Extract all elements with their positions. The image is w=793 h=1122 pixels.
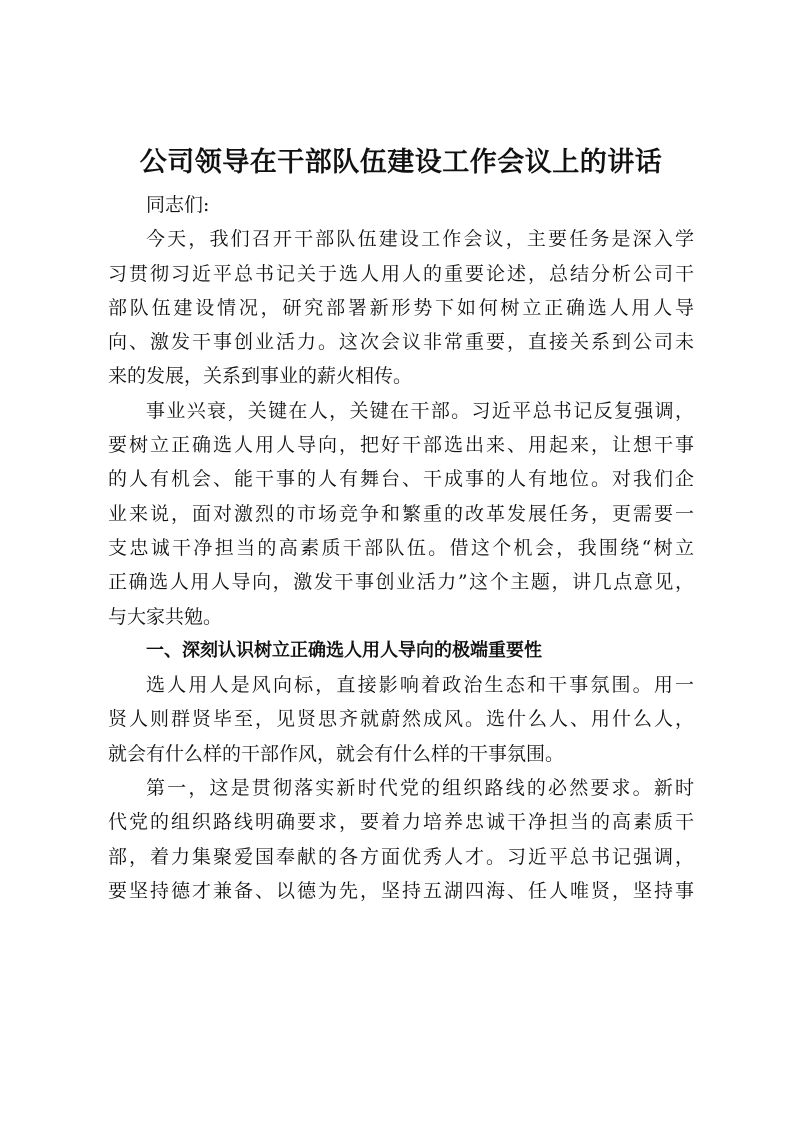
text-line: 贤人则群贤毕至，见贤思齐就蔚然成风。选什么人、用什么人， (108, 708, 694, 731)
text-line: 习贯彻习近平总书记关于选人用人的重要论述，总结分析公司干 (108, 262, 694, 285)
greeting: 同志们: (146, 194, 210, 216)
text-line: 与大家共勉。 (108, 605, 223, 628)
text-line: 业来说，面对激烈的市场竞争和繁重的改革发展任务，更需要一 (108, 502, 694, 525)
text-line: 部队伍建设情况，研究部署新形势下如何树立正确选人用人导 (108, 296, 694, 319)
text-line: 选人用人是风向标，直接影响着政治生态和干事氛围。用一 (146, 674, 694, 697)
text-line: 部，着力集聚爱国奉献的各方面优秀人才。习近平总书记强调， (108, 845, 694, 868)
text-line: 今天，我们召开干部队伍建设工作会议，主要任务是深入学 (146, 228, 694, 251)
text-line: 正确选人用人导向，激发干事创业活力”这个主题，讲几点意见， (108, 571, 694, 594)
section-heading: 一、深刻认识树立正确选人用人导向的极端重要性 (146, 639, 542, 661)
text-line: 支忠诚干净担当的高素质干部队伍。借这个机会，我围绕“树立 (108, 536, 694, 559)
paragraph-2 (108, 394, 694, 634)
paragraph-3 (108, 668, 694, 771)
text-line: 第一，这是贯彻落实新时代党的组织路线的必然要求。新时 (146, 777, 694, 800)
paragraph-4 (108, 771, 694, 908)
text-line: 向、激发干事创业活力。这次会议非常重要，直接关系到公司未 (108, 331, 694, 354)
text-line: 就会有什么样的干部作风，就会有什么样的干事氛围。 (108, 742, 565, 765)
text-line: 要树立正确选人用人导向，把好干部选出来、用起来，让想干事 (108, 434, 694, 457)
text-line: 的人有机会、能干事的人有舞台、干成事的人有地位。对我们企 (108, 468, 694, 491)
paragraph-1 (108, 222, 694, 393)
document-title: 公司领导在干部队伍建设工作会议上的讲话 (139, 147, 663, 178)
document-page (108, 138, 694, 908)
text-line: 代党的组织路线明确要求，要着力培养忠诚干净担当的高素质干 (108, 811, 694, 834)
text-line: 要坚持德才兼备、以德为先，坚持五湖四海、任人唯贤，坚持事 (108, 879, 694, 902)
text-line: 事业兴衰，关键在人，关键在干部。习近平总书记反复强调， (146, 399, 694, 422)
text-line: 来的发展，关系到事业的薪火相传。 (108, 365, 413, 388)
